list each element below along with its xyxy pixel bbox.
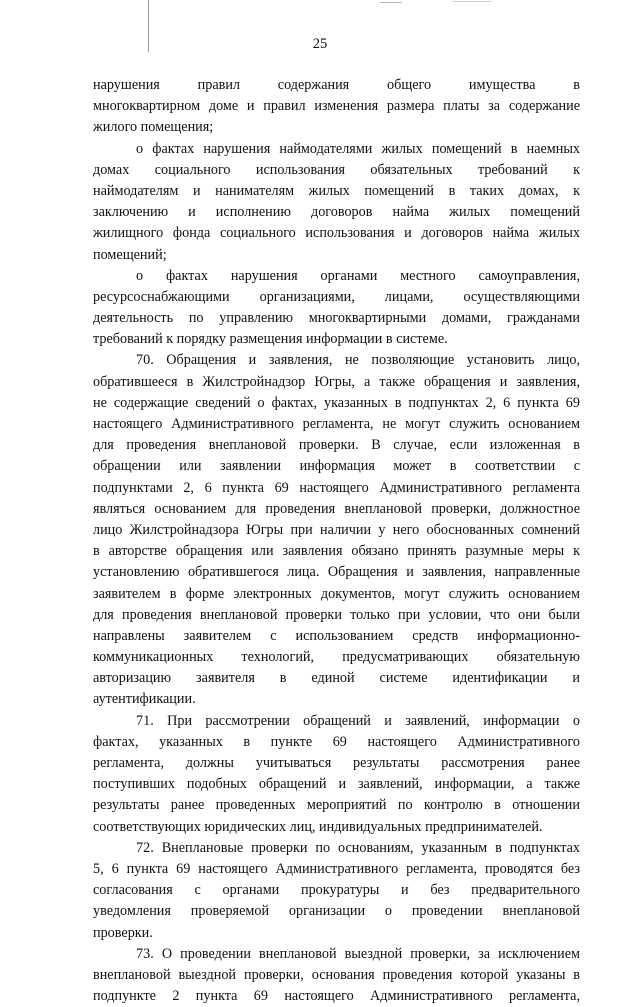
text-line: поступивших подобных обращений и заявлений, информации, а также (93, 776, 580, 793)
text-line: нарушения правил содержания общего имущества в (93, 77, 580, 93)
text-line: подпунктами 2, 6 пункта 69 настоящего Административного регламента (93, 479, 580, 496)
text-line: результаты ранее проведенных мероприятий по контролю в отношении (93, 797, 580, 814)
text-line: домах социального использования обязательных требований к (93, 161, 580, 178)
text-line: проверки. (93, 924, 153, 941)
text-line: для проведения внеплановой проверки. В случае, если изложенная в (93, 437, 580, 454)
text-line: внеплановой выездной проверки, основания проведения которой указаны в (93, 966, 580, 983)
text-line: установлению обратившегося лица. Обращения и заявления, направленные (93, 564, 580, 581)
text-line: аутентификации. (93, 691, 196, 708)
text-line: 72. Внеплановые проверки по основаниям, указанным в подпунктах (136, 839, 580, 856)
scan-artifact-mark (452, 1, 492, 2)
text-line: обратившееся в Жилстройнадзор Югры, а также обращения и заявления, (93, 373, 580, 390)
text-line: 70. Обращения и заявления, не позволяющие установить лицо, (136, 352, 580, 369)
text-line: заявителем в форме электронных документов, могут служить основанием (93, 585, 580, 602)
text-line: 71. При рассмотрении обращений и заявлений, информации о (136, 712, 580, 729)
text-line: не содержащие сведений о фактах, указанных в подпунктах 2, 6 пункта 69 (93, 394, 580, 411)
page-number: 25 (312, 36, 328, 52)
text-line: в авторстве обращения или заявления обязано принять разумные меры к (93, 543, 580, 560)
text-line: направлены заявителем с использованием средств информационно- (93, 627, 580, 644)
text-line: для проведения внеплановой проверки только при условии, что они были (93, 606, 580, 623)
text-line: требований к порядку размещения информации в системе. (93, 331, 448, 348)
text-line: жилого помещения; (93, 119, 214, 136)
text-line: коммуникационных технологий, предусматривающих обязательную (93, 649, 580, 666)
paragraph (93, 944, 580, 1007)
text-line: подпункте 2 пункта 69 настоящего Административного регламента, (93, 988, 580, 1005)
text-line: лицо Жилстройнадзора Югры при наличии у него обоснованных сомнений (93, 521, 580, 538)
text-line: соответствующих юридических лиц, индивидуальных предпринимателей. (93, 818, 543, 835)
text-line: жилищного фонда социального использования и договоров найма жилых (93, 225, 580, 242)
text-line: заключению и исполнению договоров найма жилых помещений (93, 204, 580, 221)
scan-artifact-mark (380, 2, 402, 3)
text-line: многоквартирном доме и правил изменения размера платы за содержание (93, 98, 580, 115)
paragraph (93, 711, 580, 838)
paragraph (93, 838, 580, 944)
paragraph (93, 266, 580, 351)
text-line: уведомления проверяемой организации о проведении внеплановой (93, 903, 580, 920)
text-line: согласования с органами прокуратуры и без предварительного (93, 882, 580, 899)
text-line: авторизацию заявителя в единой системе идентификации и (93, 670, 580, 687)
text-line: деятельность по управлению многоквартирными домами, гражданами (93, 310, 580, 327)
text-line: фактах, указанных в пункте 69 настоящего Административного (93, 733, 580, 750)
paragraph (93, 139, 580, 266)
text-line: регламента, должны учитываться результаты рассмотрения ранее (93, 755, 580, 771)
text-line: о фактах нарушения наймодателями жилых помещений в наемных (136, 140, 580, 157)
paragraph (93, 350, 580, 710)
text-line: наймодателям и нанимателям жилых помещений в таких домах, к (93, 182, 580, 199)
text-line: обращении или заявлении информация может в соответствии с (93, 458, 580, 475)
text-line: 5, 6 пункта 69 настоящего Административного регламента, проводятся без (93, 860, 580, 877)
text-line: ресурсоснабжающими организациями, лицами, осуществляющими (93, 288, 580, 305)
text-line: о фактах нарушения органами местного самоуправления, (136, 267, 580, 284)
text-line: 73. О проведении внеплановой выездной проверки, за исключением (136, 945, 580, 962)
paragraph (93, 75, 580, 139)
text-line: являться основанием для проведения внеплановой проверки, должностное (93, 500, 580, 517)
document-body (93, 75, 580, 1007)
text-line: настоящего Административного регламента, не могут служить основанием (93, 416, 580, 432)
text-line: помещений; (93, 246, 167, 263)
